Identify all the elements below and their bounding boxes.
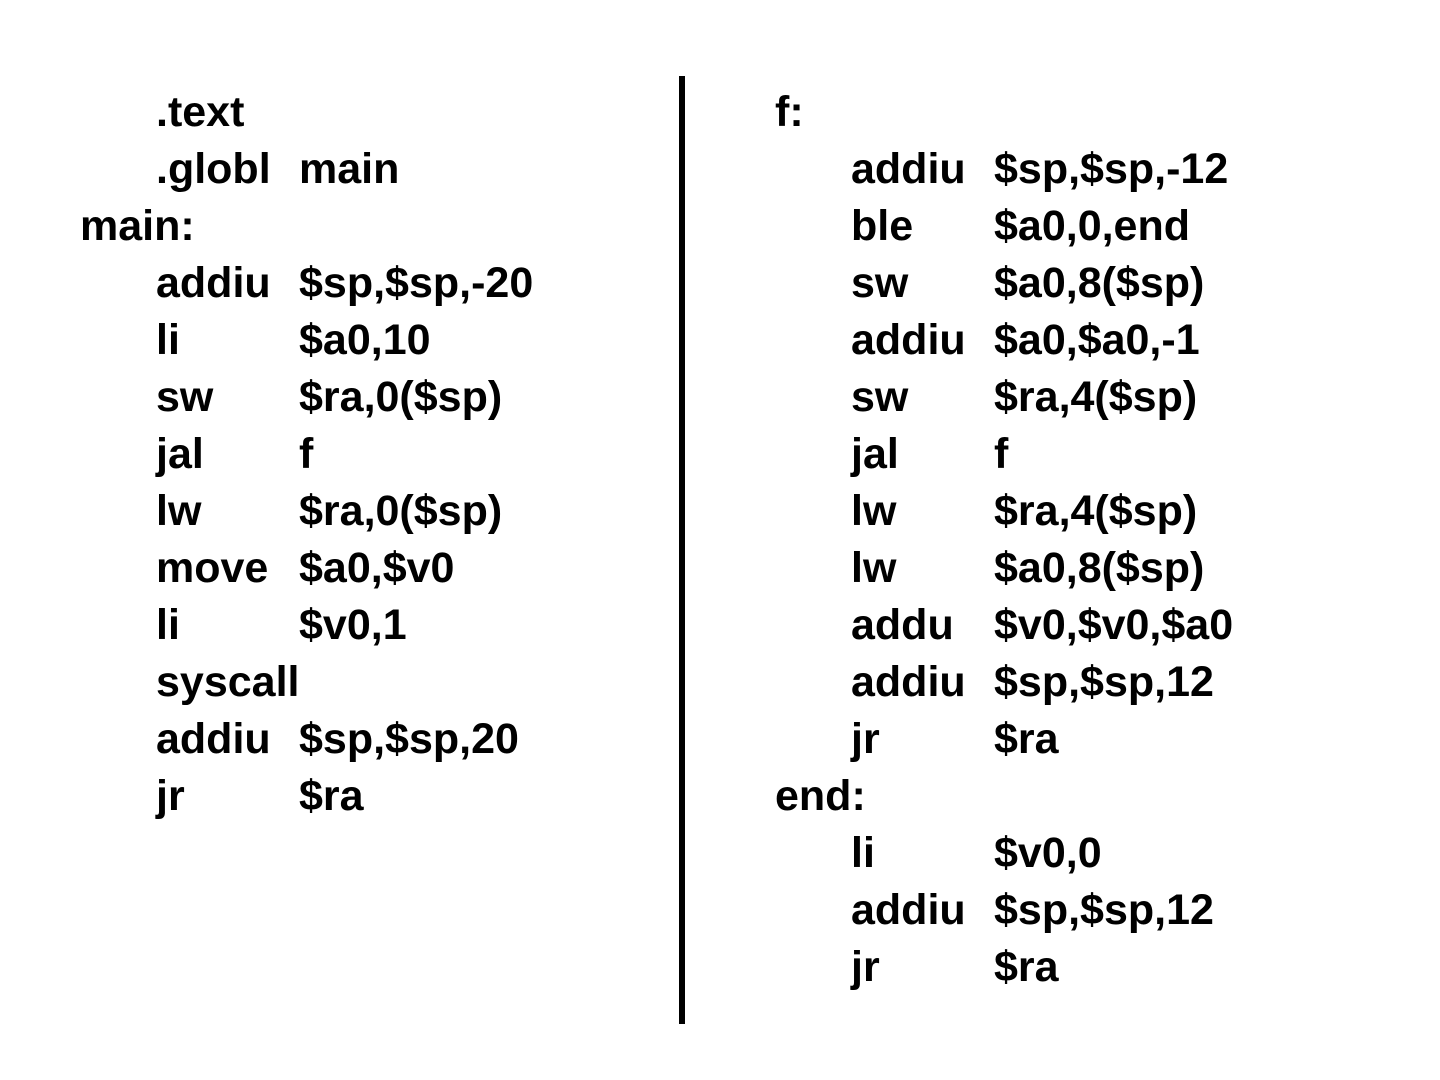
code-mnemonic: syscall — [156, 658, 300, 706]
code-mnemonic: .text — [156, 88, 245, 136]
code-instruction-line — [775, 597, 1375, 654]
code-operands: $v0,$v0,$a0 — [994, 601, 1234, 649]
code-mnemonic: lw — [156, 487, 202, 535]
code-instruction-line — [775, 369, 1375, 426]
code-operands: $ra,0($sp) — [299, 487, 503, 535]
code-label: main: — [80, 202, 195, 250]
code-mnemonic: jr — [156, 772, 185, 820]
code-mnemonic: sw — [851, 259, 909, 307]
code-operands: $a0,$v0 — [299, 544, 455, 592]
code-instruction-line — [775, 141, 1375, 198]
code-operands: $sp,$sp,12 — [994, 886, 1214, 934]
code-mnemonic: li — [156, 316, 180, 364]
code-instruction-line — [80, 654, 660, 711]
code-mnemonic: jal — [156, 430, 204, 478]
code-operands: f — [994, 430, 1009, 478]
code-column-f — [775, 84, 1375, 996]
code-mnemonic: li — [156, 601, 180, 649]
code-instruction-line — [775, 711, 1375, 768]
code-operands: $ra,0($sp) — [299, 373, 503, 421]
code-column-main — [80, 84, 660, 825]
code-mnemonic: addiu — [156, 715, 271, 763]
code-instruction-line — [775, 882, 1375, 939]
code-operands: $ra,4($sp) — [994, 487, 1198, 535]
code-operands: $a0,8($sp) — [994, 544, 1205, 592]
code-instruction-line — [80, 711, 660, 768]
code-operands: f — [299, 430, 314, 478]
code-mnemonic: addiu — [156, 259, 271, 307]
code-instruction-line — [775, 939, 1375, 996]
code-operands: $a0,0,end — [994, 202, 1190, 250]
code-instruction-line — [80, 141, 660, 198]
code-operands: $v0,1 — [299, 601, 407, 649]
code-instruction-line — [775, 255, 1375, 312]
code-instruction-line — [80, 483, 660, 540]
code-instruction-line — [80, 84, 660, 141]
code-operands: $sp,$sp,-20 — [299, 259, 534, 307]
code-mnemonic: addiu — [851, 316, 966, 364]
code-mnemonic: lw — [851, 487, 897, 535]
code-instruction-line — [80, 255, 660, 312]
code-mnemonic: addiu — [851, 658, 966, 706]
code-operands: $ra — [994, 715, 1059, 763]
code-mnemonic: sw — [851, 373, 909, 421]
code-operands: $ra — [299, 772, 364, 820]
code-mnemonic: jr — [851, 715, 880, 763]
code-mnemonic: sw — [156, 373, 214, 421]
code-instruction-line — [775, 483, 1375, 540]
code-label: f: — [775, 88, 804, 136]
code-instruction-line — [775, 654, 1375, 711]
code-instruction-line — [80, 369, 660, 426]
code-mnemonic: jal — [851, 430, 899, 478]
code-label-line — [775, 768, 1375, 825]
code-mnemonic: addu — [851, 601, 954, 649]
code-instruction-line — [775, 426, 1375, 483]
code-operands: $sp,$sp,12 — [994, 658, 1214, 706]
code-instruction-line — [775, 312, 1375, 369]
code-instruction-line — [80, 768, 660, 825]
code-instruction-line — [775, 198, 1375, 255]
code-instruction-line — [80, 540, 660, 597]
code-mnemonic: lw — [851, 544, 897, 592]
code-operands: $ra,4($sp) — [994, 373, 1198, 421]
code-operands: $ra — [994, 943, 1059, 991]
code-mnemonic: jr — [851, 943, 880, 991]
code-label-line — [80, 198, 660, 255]
code-mnemonic: addiu — [851, 145, 966, 193]
code-operands: $sp,$sp,-12 — [994, 145, 1229, 193]
code-operands: main — [299, 145, 400, 193]
code-instruction-line — [80, 426, 660, 483]
code-mnemonic: ble — [851, 202, 914, 250]
code-mnemonic: .globl — [156, 145, 271, 193]
code-operands: $v0,0 — [994, 829, 1102, 877]
code-operands: $a0,$a0,-1 — [994, 316, 1200, 364]
code-mnemonic: move — [156, 544, 269, 592]
code-instruction-line — [775, 825, 1375, 882]
code-instruction-line — [775, 540, 1375, 597]
column-divider — [679, 76, 685, 1024]
code-operands: $a0,10 — [299, 316, 431, 364]
code-mnemonic: addiu — [851, 886, 966, 934]
code-label: end: — [775, 772, 866, 820]
code-operands: $sp,$sp,20 — [299, 715, 519, 763]
code-operands: $a0,8($sp) — [994, 259, 1205, 307]
code-mnemonic: li — [851, 829, 875, 877]
code-instruction-line — [80, 597, 660, 654]
code-label-line — [775, 84, 1375, 141]
code-instruction-line — [80, 312, 660, 369]
